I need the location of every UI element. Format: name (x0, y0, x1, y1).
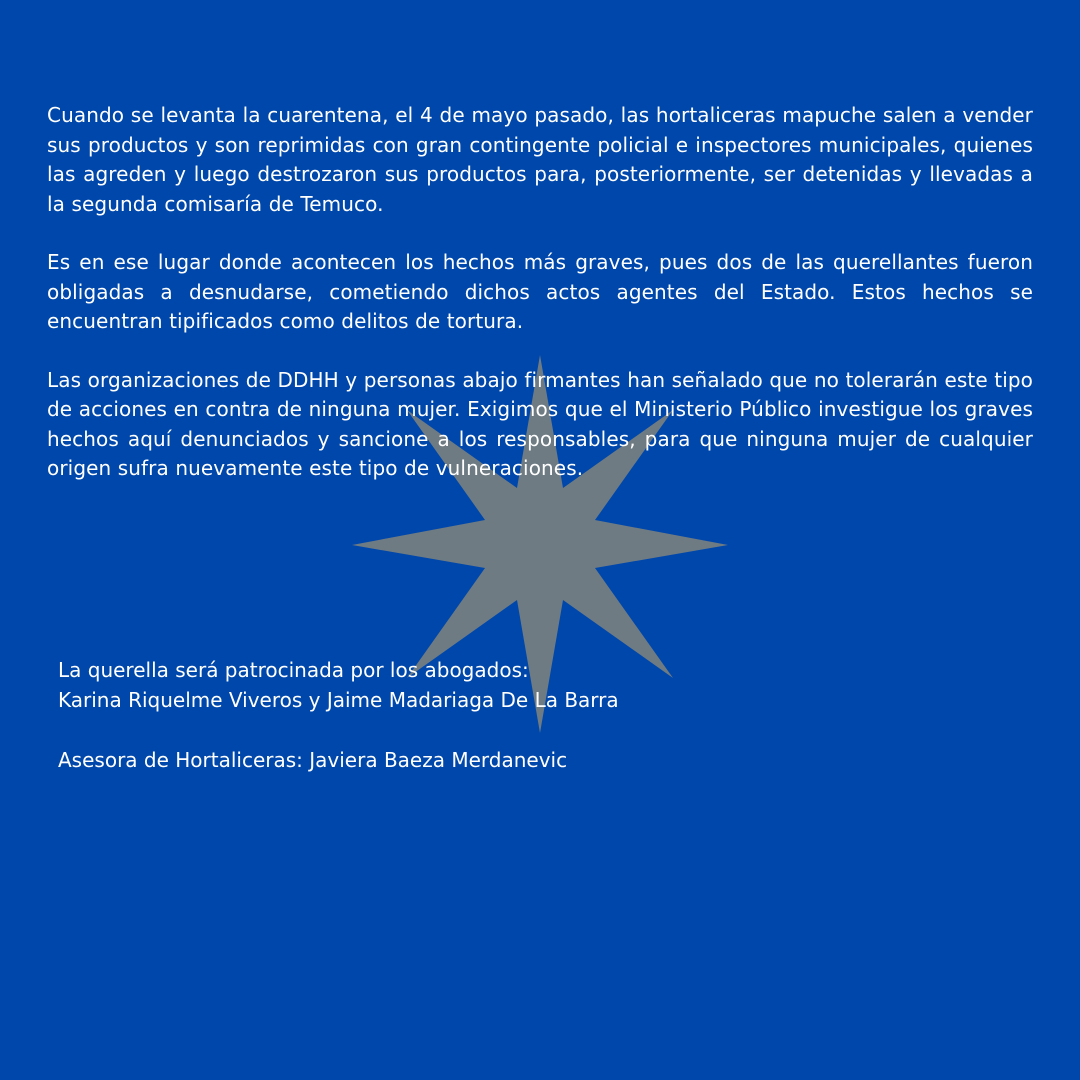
lawyers-intro: La querella será patrocinada por los abogados: (58, 658, 529, 682)
paragraph-demand: Las organizaciones de DDHH y personas abajo firmantes han señalado que no tolerarán este tipo de acciones en contra de ninguna mujer. Exigimos que el Ministerio Público investigue los graves hechos aquí denunciados y sancione a los responsables, para que ninguna mujer de cualquier origen sufra nuevamente este tipo de vulneraciones. (47, 367, 1033, 480)
credits-block (58, 655, 958, 775)
paragraph-torture: Es en ese lugar donde acontecen los hechos más graves, pues dos de las querellantes fueron obligadas a desnudarse, cometiendo dichos actos agentes del Estado. Estos hechos se encuentran tipificados como delitos de tortura. (47, 250, 1033, 333)
spacer (58, 715, 958, 745)
paragraph-arrest: Cuando se levanta la cuarentena, el 4 de mayo pasado, las hortaliceras mapuche salen a vender sus productos y son reprimidas con gran contingente policial e inspectores municipales, quienes las agreden y luego destrozaron sus productos para, posteriormente, ser detenidas y llevadas a la segunda comisaría de Temuco. (47, 103, 1033, 216)
lawyers-names: Karina Riquelme Viveros y Jaime Madariaga De La Barra (58, 688, 619, 712)
advisor-line: Asesora de Hortaliceras: Javiera Baeza Merdanevic (58, 748, 568, 772)
statement-body (47, 101, 1033, 513)
